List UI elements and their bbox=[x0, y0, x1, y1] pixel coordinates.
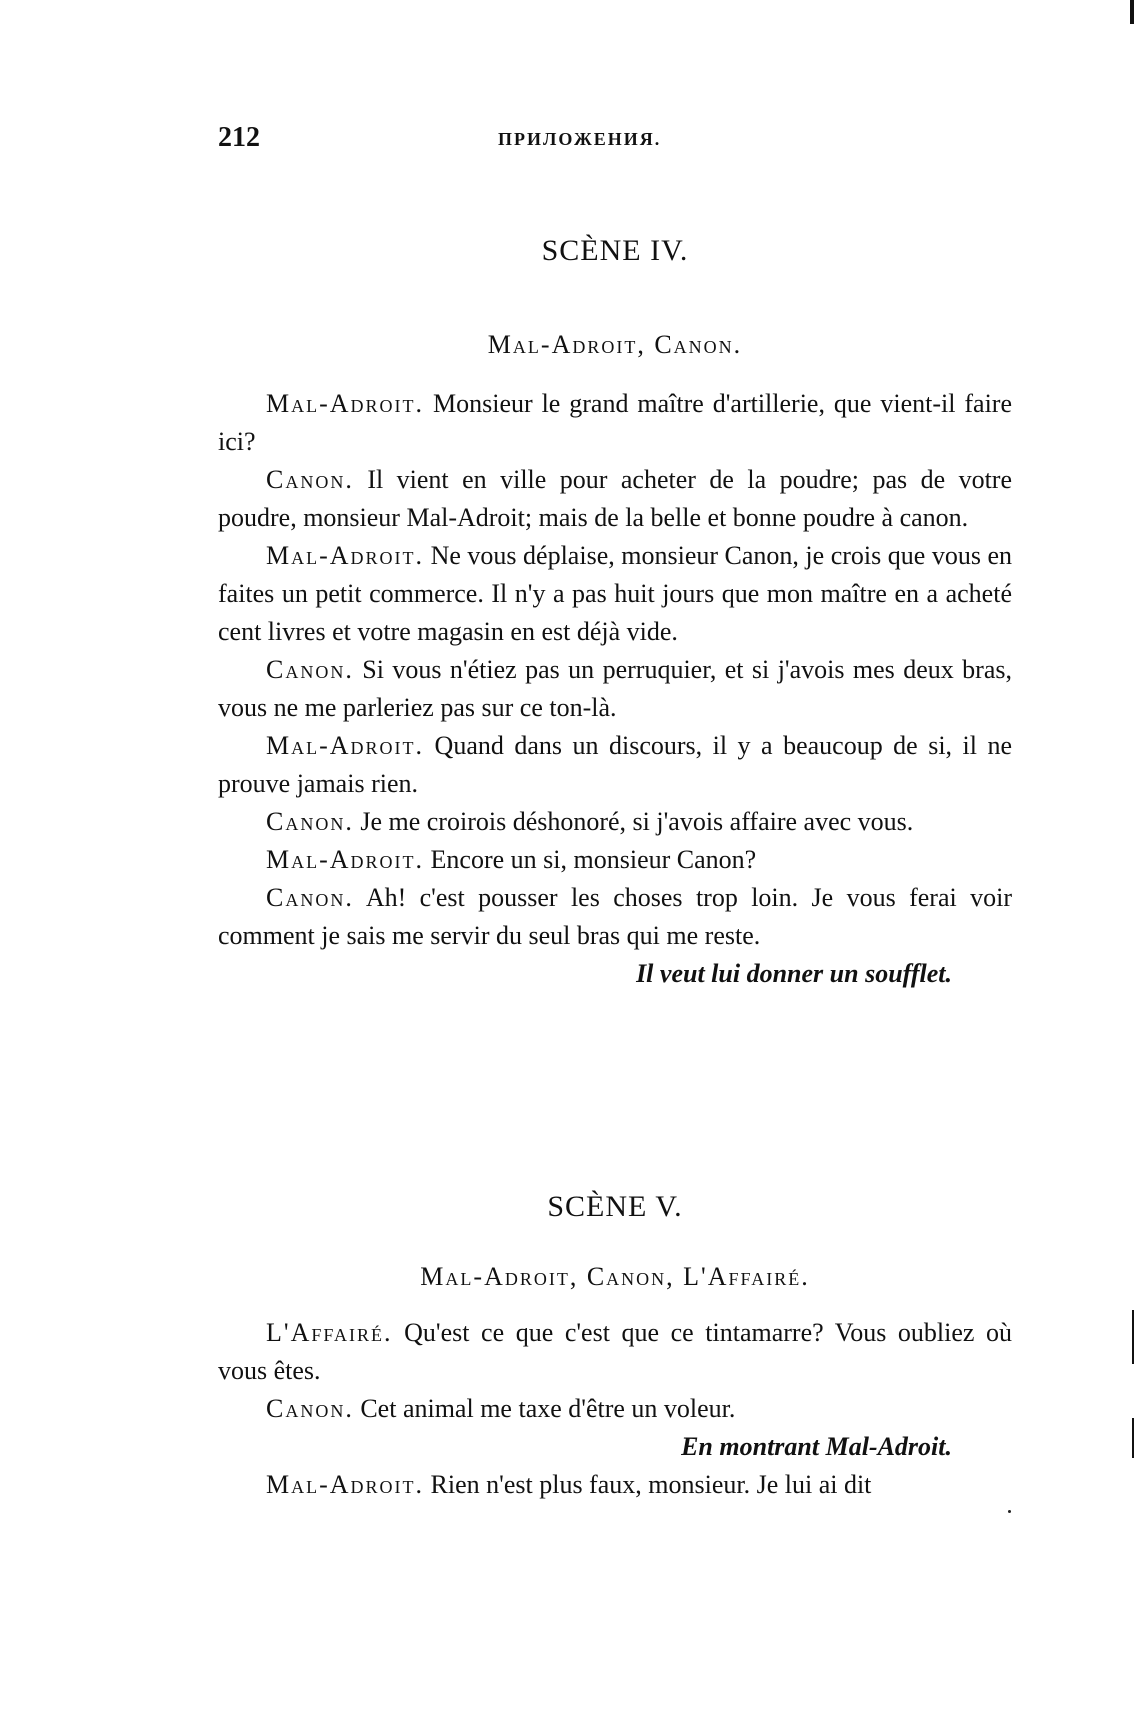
speech-text: Monsieur le grand maître d'artillerie, que vient-il faire ici? bbox=[218, 389, 1012, 456]
speaker-name: L'Affairé. bbox=[266, 1318, 393, 1347]
dialogue-line bbox=[218, 1390, 1012, 1428]
speech-text: Qu'est ce que c'est que ce tintamarre? Vous oubliez où vous êtes. bbox=[218, 1318, 1013, 1385]
speaker-name: Canon. bbox=[266, 655, 354, 684]
dialogue-line bbox=[218, 803, 1012, 841]
dialogue-line bbox=[218, 841, 1012, 879]
scan-edge-mark bbox=[1130, 0, 1134, 24]
scene-5-title: SCÈNE V. bbox=[547, 1190, 683, 1223]
scene-4-cast: Mal-Adroit, Canon. bbox=[487, 330, 743, 359]
speaker-name: Mal-Adroit. bbox=[266, 389, 425, 418]
speaker-name: Canon. bbox=[266, 1394, 354, 1423]
speech-text: Quand dans un discours, il y a beaucoup de si, il ne prouve jamais rien. bbox=[218, 731, 1013, 798]
running-head: ПРИЛОЖЕНИЯ. bbox=[498, 129, 662, 149]
speaker-name: Mal-Adroit. bbox=[266, 845, 425, 874]
scan-edge-mark bbox=[1132, 1418, 1134, 1458]
speaker-name: Canon. bbox=[266, 807, 354, 836]
dialogue-line bbox=[218, 651, 1012, 727]
speech-text: Il vient en ville pour acheter de la poudre; pas de votre poudre, monsieur Mal-Adroit; mais de la belle et bonne poudre à canon. bbox=[218, 465, 1013, 532]
dialogue-line bbox=[218, 727, 1012, 803]
speaker-name: Canon. bbox=[266, 883, 354, 912]
stage-direction: Il veut lui donner un soufflet. bbox=[636, 959, 952, 988]
dialogue-line bbox=[218, 879, 1012, 955]
dialogue-line bbox=[218, 1466, 1012, 1504]
page-header bbox=[218, 122, 1012, 162]
speech-text: Si vous n'étiez pas un perruquier, et si j'avois mes deux bras, vous ne me parleriez pas sur ce ton-là. bbox=[218, 655, 1012, 722]
speaker-name: Mal-Adroit. bbox=[266, 541, 425, 570]
speech-text: Je me croirois déshonoré, si j'avois affaire avec vous. bbox=[360, 807, 914, 836]
speech-text: Cet animal me taxe d'être un voleur. bbox=[360, 1394, 736, 1423]
scene-5-dialogue bbox=[218, 1314, 1012, 1504]
scene-4-dialogue bbox=[218, 385, 1012, 993]
speech-text: Ah! c'est pousser les choses trop loin. Je vous ferai voir comment je sais me servir du seul bras qui me reste. bbox=[218, 883, 1012, 950]
scan-dot bbox=[1008, 1510, 1011, 1513]
speech-text: Rien n'est plus faux, monsieur. Je lui ai dit bbox=[430, 1470, 872, 1499]
dialogue-line bbox=[218, 1314, 1012, 1390]
dialogue-line bbox=[218, 385, 1012, 461]
speech-text: Encore un si, monsieur Canon? bbox=[430, 845, 757, 874]
page-number: 212 bbox=[218, 122, 260, 153]
dialogue-line bbox=[218, 461, 1012, 537]
stage-direction: En montrant Mal-Adroit. bbox=[681, 1432, 952, 1461]
dialogue-line bbox=[218, 537, 1012, 651]
speaker-name: Canon. bbox=[266, 465, 354, 494]
speaker-name: Mal-Adroit. bbox=[266, 1470, 425, 1499]
speech-text: Ne vous déplaise, monsieur Canon, je crois que vous en faites un petit commerce. Il n'y a pas huit jours que mon maître en a acheté cent livres et votre magasin en est déjà vide. bbox=[218, 541, 1013, 646]
speaker-name: Mal-Adroit. bbox=[266, 731, 425, 760]
scan-edge-mark bbox=[1132, 1310, 1134, 1364]
scene-5-cast: Mal-Adroit, Canon, L'Affairé. bbox=[420, 1262, 810, 1291]
scene-4-title: SCÈNE IV. bbox=[541, 234, 689, 267]
